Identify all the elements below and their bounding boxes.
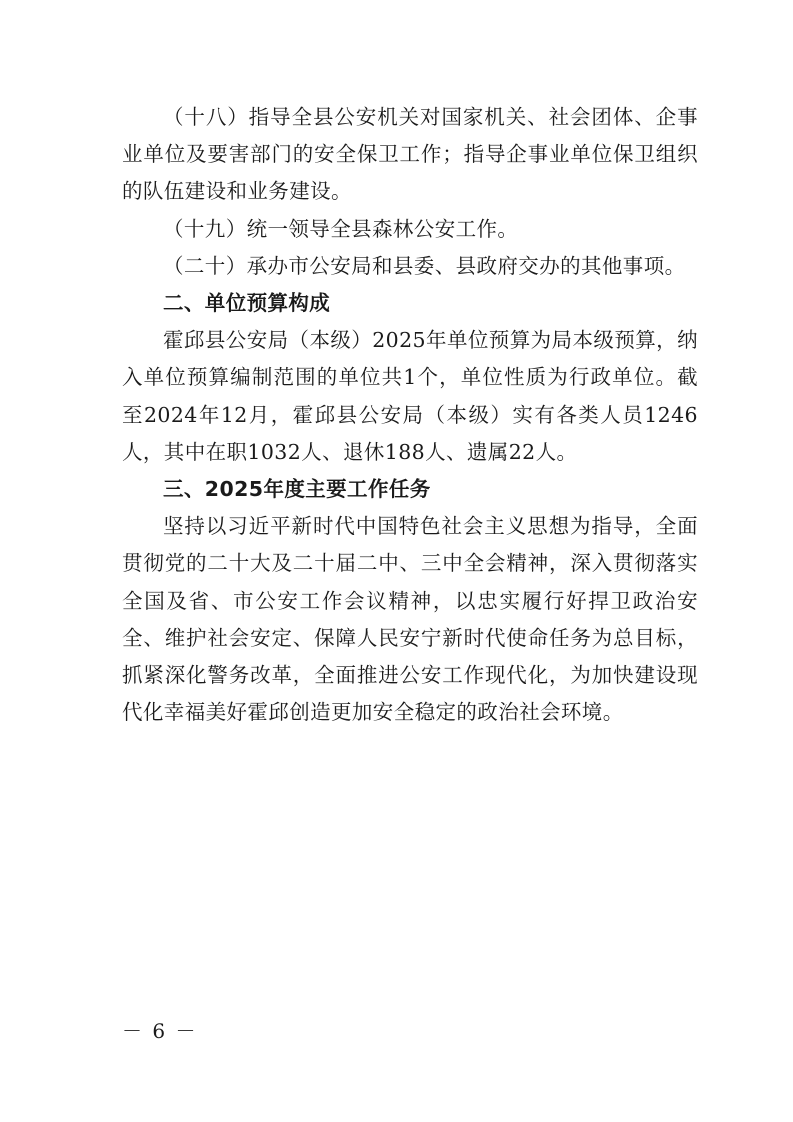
paragraph-item-20: （二十）承办市公安局和县委、县政府交办的其他事项。 (163, 253, 686, 278)
paragraph-item-19: （十九）统一领导全县森林公安工作。 (163, 216, 519, 241)
page-number: － 6 － (122, 1019, 198, 1043)
paragraph-item-18: （十八）指导全县公安机关对国家机关、社会团体、企事业单位及要害部门的安全保卫工作；指导企事业单位保卫组织的队伍建设和业务建设。 (122, 105, 698, 204)
document-body (122, 99, 698, 731)
section-heading-unit-budget: 二、单位预算构成 (163, 291, 331, 316)
paragraph-unit-budget: 霍邱县公安局（本级）2025年单位预算为局本级预算，纳入单位预算编制范围的单位共1个，单位性质为行政单位。截至2024年12月，霍邱县公安局（本级）实有各类人员1246人，其中在职1032人、退休188人、遗属22人。 (122, 328, 698, 464)
paragraph-work-tasks: 坚持以习近平新时代中国特色社会主义思想为指导，全面贯彻党的二十大及二十届二中、三中全会精神，深入贯彻落实全国及省、市公安工作会议精神，以忠实履行好捍卫政治安全、维护社会安定、保障人民安宁新时代使命任务为总目标，抓紧深化警务改革，全面推进公安工作现代化，为加快建设现代化幸福美好霍邱创造更加安全稳定的政治社会环境。 (122, 514, 698, 725)
section-heading-work-tasks: 三、2025年度主要工作任务 (163, 477, 431, 502)
